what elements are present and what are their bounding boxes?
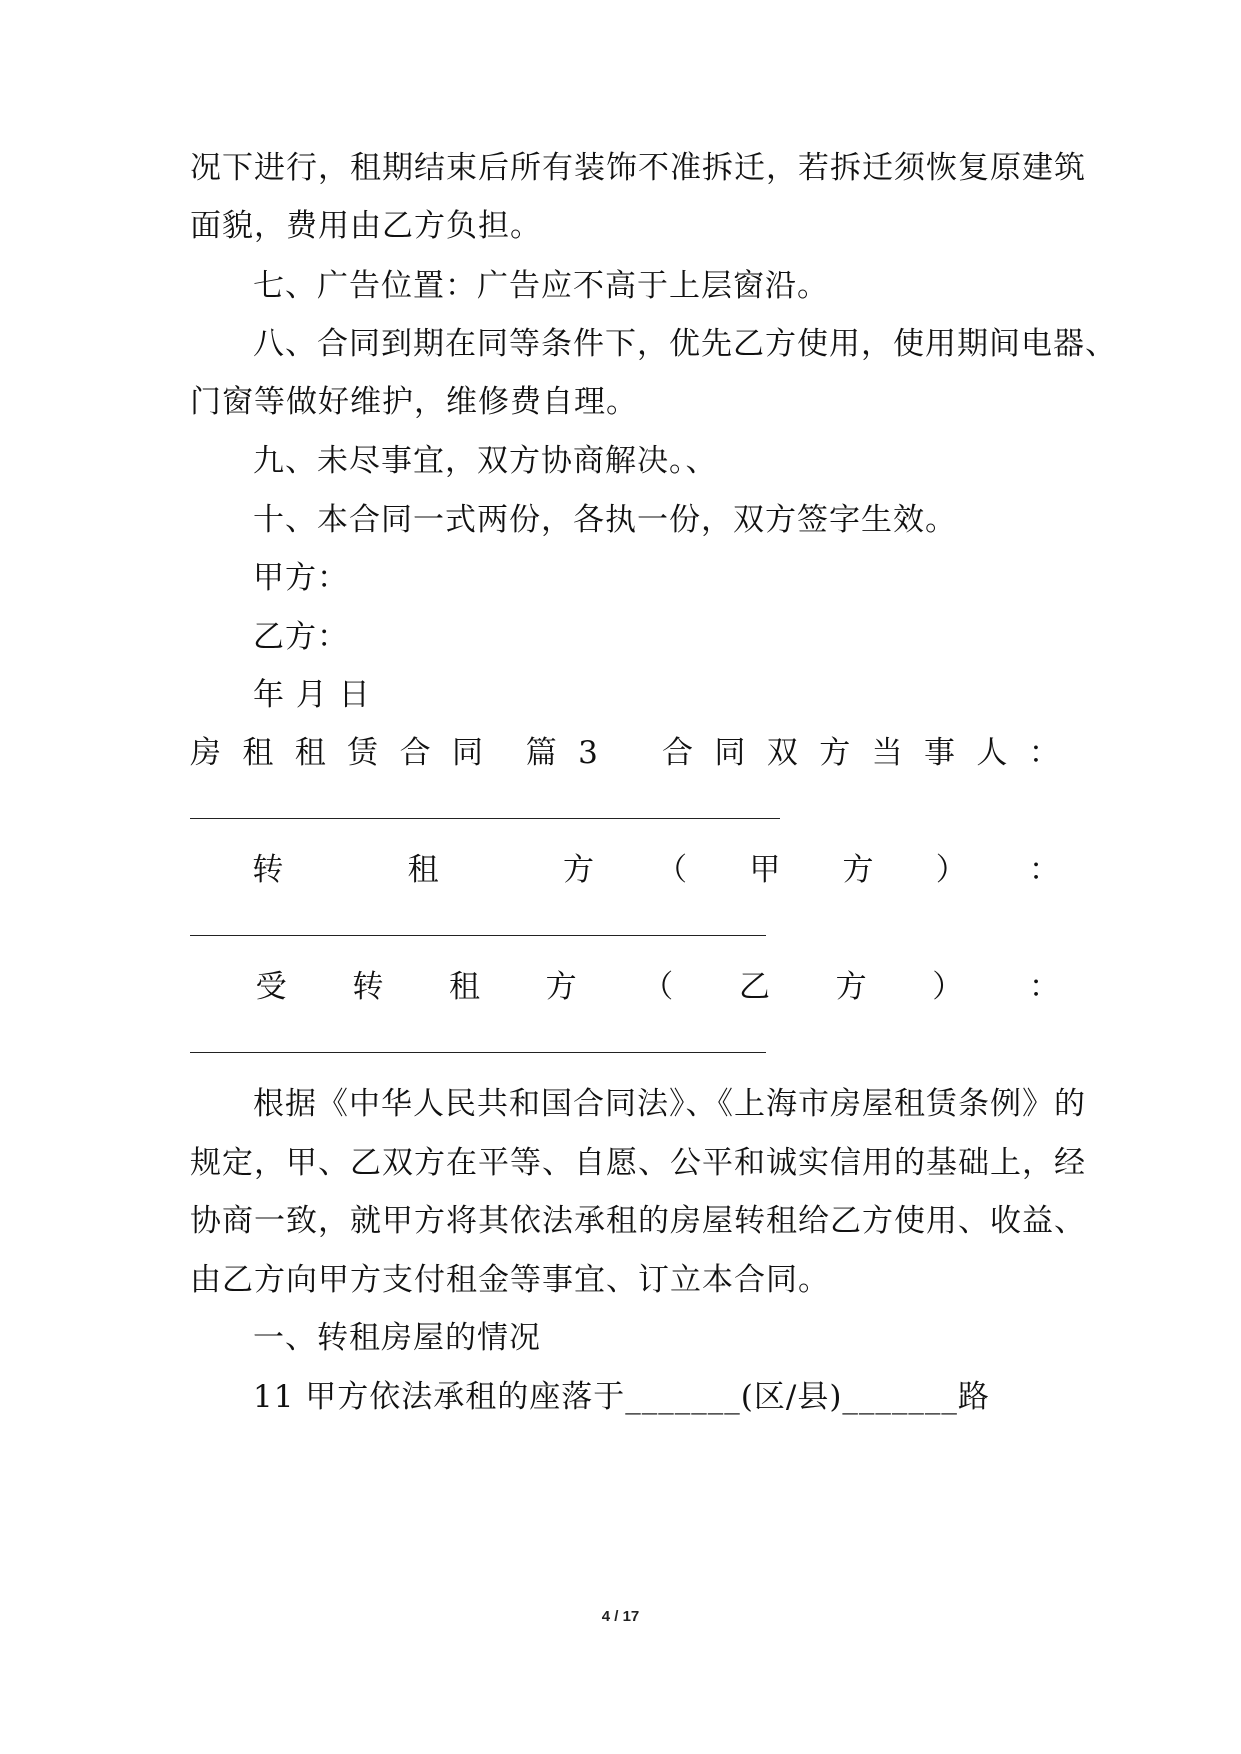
sublessor-char: 转 <box>252 852 284 888</box>
contract-3-heading <box>190 733 1060 773</box>
heading-char: 赁 <box>347 735 379 771</box>
sublessee-char: 受 <box>255 969 287 1005</box>
basis-line-4: 由乙方向甲方支付租金等事宜、订立本合同。 <box>190 1262 830 1298</box>
sublessee-char: ） <box>932 969 964 1005</box>
heading-char: 事 <box>923 735 955 771</box>
sublessor-char: 甲 <box>749 852 781 888</box>
basis-line-1: 根据《中华人民共和国合同法》、《上海市房屋租赁条例》的 <box>253 1086 1086 1122</box>
signature-date: 年 月 日 <box>253 677 371 713</box>
heading-char: ： <box>1028 735 1060 771</box>
clause-8-line2: 门窗等做好维护，维修费自理。 <box>190 384 638 420</box>
basis-line-2: 规定，甲、乙双方在平等、自愿、公平和诚实信用的基础上，经 <box>190 1145 1086 1181</box>
sublessee-char: 方 <box>545 969 577 1005</box>
blank-fill-line <box>190 935 766 936</box>
sublessee-char: 租 <box>448 969 480 1005</box>
heading-char: 房 <box>190 735 221 771</box>
heading-char: 租 <box>242 735 274 771</box>
blank-fill-line <box>190 1052 766 1053</box>
heading-char: 当 <box>871 735 903 771</box>
heading-char: 合 <box>399 735 431 771</box>
heading-char: 3 <box>578 735 598 771</box>
clause-8-line1: 八、合同到期在同等条件下，优先乙方使用，使用期间电器、 <box>253 326 1117 362</box>
basis-line-3: 协商一致，就甲方将其依法承租的房屋转租给乙方使用、收益、 <box>190 1203 1086 1239</box>
clause-10: 十、本合同一式两份，各执一份，双方签字生效。 <box>253 502 957 538</box>
clause-7: 七、广告位置：广告应不高于上层窗沿。 <box>253 268 829 304</box>
sublessee-char: 乙 <box>738 969 770 1005</box>
sublessor-char: 方 <box>842 852 874 888</box>
sublessee-char: ： <box>1028 969 1060 1005</box>
sublessor-char: 方 <box>562 852 594 888</box>
heading-char: 租 <box>294 735 326 771</box>
sublessee-label <box>190 967 1060 1007</box>
heading-char: 方 <box>819 735 851 771</box>
heading-char: 双 <box>766 735 798 771</box>
sublessor-char: ） <box>935 852 967 888</box>
sublessor-char: 租 <box>407 852 439 888</box>
sublessor-char: （ <box>656 852 688 888</box>
sublessor-label <box>190 850 1060 890</box>
sublessee-char: 方 <box>835 969 867 1005</box>
clause-9: 九、未尽事宜，双方协商解决。、 <box>253 443 718 479</box>
sublessee-char: （ <box>642 969 674 1005</box>
section-1-title: 一、转租房屋的情况 <box>253 1320 541 1356</box>
page-indicator: 4 / 17 <box>601 1608 640 1625</box>
sublessor-char: ： <box>1028 852 1060 888</box>
heading-char: 篇 <box>525 735 557 771</box>
sublessee-char: 转 <box>352 969 384 1005</box>
party-b-signature-label: 乙方： <box>253 619 349 655</box>
heading-char: 同 <box>714 735 746 771</box>
heading-char: 同 <box>451 735 483 771</box>
paragraph-line: 面貌，费用由乙方负担。 <box>190 208 542 244</box>
paragraph-line: 况下进行，租期结束后所有装饰不准拆迁，若拆迁须恢复原建筑 <box>190 150 1086 186</box>
clause-1-1: 11 甲方依法承租的座落于_______(区/县)_______路 <box>253 1379 990 1415</box>
heading-char: 人 <box>976 735 1008 771</box>
party-a-signature-label: 甲方： <box>253 560 349 596</box>
blank-fill-line <box>190 818 780 819</box>
heading-char: 合 <box>662 735 694 771</box>
